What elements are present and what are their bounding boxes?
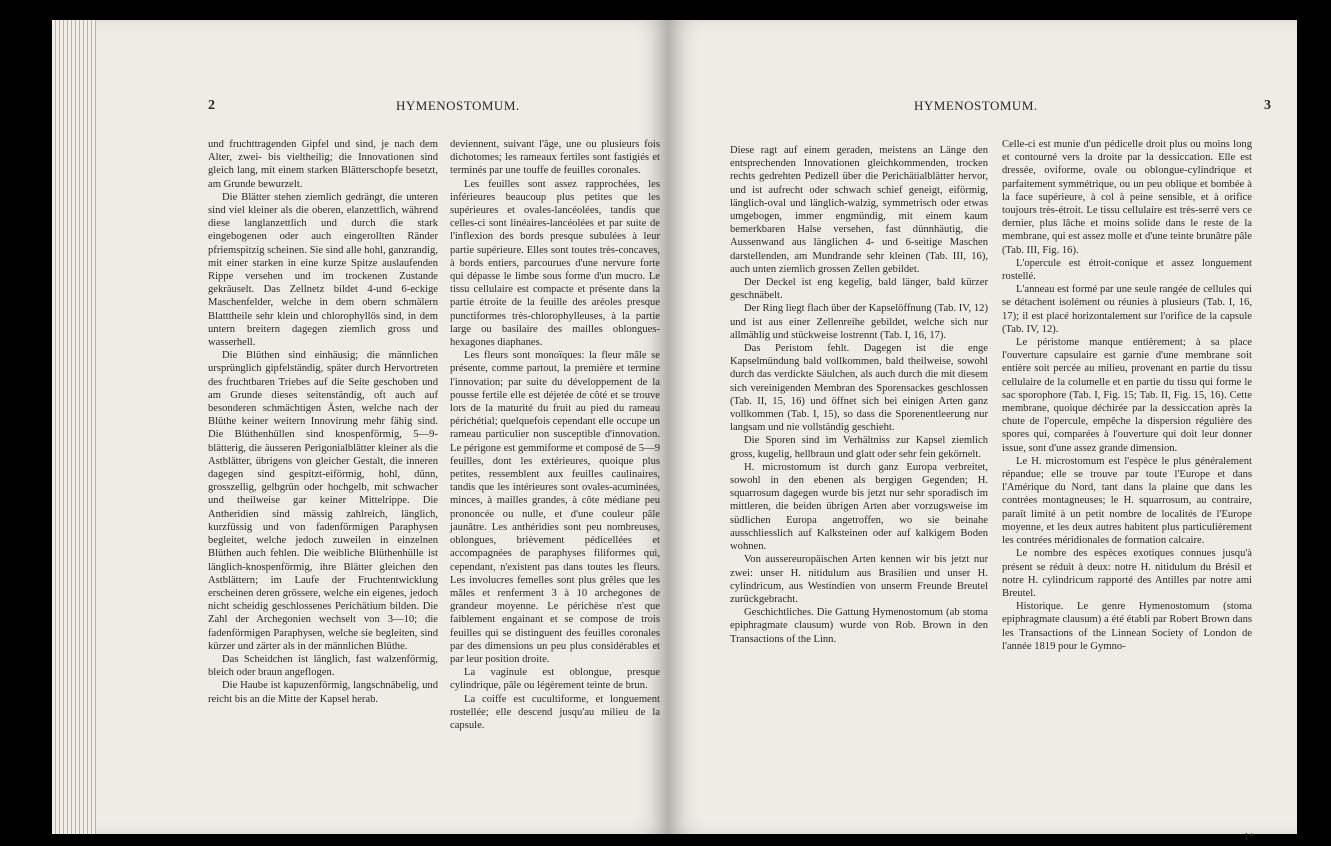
paragraph: Die Sporen sind im Verhältniss zur Kapsel ziemlich gross, kugelig, hellbraun und glatt oder sehr fein gekörnelt. [730,435,988,460]
paragraph: L'opercule est étroit-conique et assez longuement rostellé. [1002,257,1252,283]
paragraph: Les fleurs sont monoïques: la fleur mâle se présente, comme partout, la première et termine l'innovation; par suite du développement de la pousse fertile elle est déjetée de côté et se trouve lors de la maturité du fruit au pied du rameau périchétial; quelquefois cependant elle occupe un rameau particulier non susceptible d'innovation. Le périgone est gemmiforme et composé de 5—9 feuilles, dont les extérieures, quoique plus petites, ressemblent aux feuilles caulinaires, tandis que les intérieures sont ovales-acuminées, minces, à mailles grandes, à côte médiane peu prononcée ou nulle, et d'une couleur pâle jaunâtre. Les anthéridies sont peu nombreuses, oblongues, brièvement pédicellées et accompagnées de paraphyses filiformes qui, cependant, n'existent pas dans toutes les fleurs. Les involucres femelles sont plus grêles que les mâles et renferment 3 à 10 archegones de grandeur moyenne. Le périchèse n'est que faiblement engainant et se compose de trois feuilles qui se distinguent des feuilles coronales par des dimensions un peu plus considérables et par leur position droite. [450,350,660,665]
paragraph: und fruchttragenden Gipfel und sind, je nach dem Alter, zwei- bis vieltheilig; die Innovationen sind gleich lang, mit einem starken Blätterschopfe besetzt, am Grunde bewurzelt. [208,139,438,190]
french-column [1002,138,1252,653]
paragraph: La coiffe est cucultiforme, et longuement rostellée; elle descend jusqu'au milieu de la capsule. [450,693,660,731]
right-page [668,20,1297,843]
page-number: 2 [208,98,215,113]
paragraph: Le péristome manque entièrement; à sa place l'ouverture capsulaire est garnie d'une membrane soit entière soit percée au milieu, provenant en partie du tissu cellulaire de la columelle et en partie du tissu qui forme le sac sporophore (Tab. I, Fig. 15; Tab. II, Fig. 15, 16). Cette membrane, quoique déchirée par la dessiccation après la chute de l'opercule, empêche la dispersion régulière des spores qui, comparées à l'ouverture qui doit leur donner issue, sont d'une assez grande dimension. [1002,337,1252,454]
german-column [208,138,438,706]
german-column [730,144,988,646]
paragraph: Diese ragt auf einem geraden, meistens an Länge den entsprechenden Innovationen gleichkommenden, trocken rechts gedrehten Pedizell über die Perichätialblätter hervor, und ist aufrecht oder schwach schief geneigt, eiförmig, länglich-oval und länglich-walzig, symmetrisch oder etwas umgebogen, immer engmündig, mit einem kaum bemerkbaren Halse versehen, fast dünnhäutig, die Aussenwand aus länglichen 4- und 6-seitige Maschen darstellenden, am Mundrande sehr kleinen (Tab. III, 16), auch unten ziemlich grossen Zellen gebildet. [730,145,988,275]
paragraph: Le H. microstomum est l'espèce le plus généralement répandue; elle se trouve par toute l'Europe et dans l'Amérique du Nord, tant dans la plaine que dans les contrées montagneuses; le H. squarrosum, au contraire, paraît limité à un petit nombre de localités de l'Europe moyenne, et les deux autres habitent plus particulièrement les contrées méridionales de formation calcaire. [1002,455,1252,547]
left-page [96,20,668,834]
paragraph: deviennent, suivant l'âge, une ou plusieurs fois dichotomes; les rameaux fertiles sont fastigiés et terminés par une touffe de feuilles coronales. [450,139,660,177]
paragraph: Der Ring liegt flach über der Kapselöffnung (Tab. IV, 12) und ist aus einer Zellenreihe gebildet, welche sich nur allmählig und stückweise lostrennt (Tab. I, 16, 17). [730,303,988,341]
signature-mark: 1* [1244,832,1254,843]
paragraph: Historique. Le genre Hymenostomum (stoma epiphragmate clausum) a été établi par Robert Brown dans les Transactions of the Linnean Society of London de l'année 1819 pour le Gymno- [1002,601,1252,652]
paragraph: Die Blätter stehen ziemlich gedrängt, die unteren sind viel kleiner als die oberen, elanzettlich, während diese langlanzettlich und durch die stark eingebogenen oder auch eingerollten Ränder pfriemspitzig scheinen. Sie sind alle hohl, ganzrandig, mit einer starken in eine kurze Spitze auslaufenden Rippe versehen und im trockenen Zustande gekräuselt. Das Zellnetz bildet 4-und 6-eckige Maschenfelder, welche in dem obern schmälern Blatttheile sehr klein und chlorophyllös sind, in dem untern breitern dagegen ziemlich gross und wasserhell. [208,191,438,349]
french-column [450,138,660,732]
paragraph: H. microstomum ist durch ganz Europa verbreitet, sowohl in den ebenen als bergigen Gegenden; H. squarrosum dagegen wurde bis jetzt nur sehr sporadisch im mittleren, die beiden übrigen Arten aber vorzugsweise im südlichen Europa angetroffen, wo sie beinahe ausschliesslich auf Kalksteinen oder auf kalkigem Boden wohnen. [730,461,988,553]
page-number: 3 [1264,98,1271,113]
paragraph: Der Deckel ist eng kegelig, bald länger, bald kürzer geschnäbelt. [730,277,988,302]
paragraph: Das Scheidchen ist länglich, fast walzenförmig, bleich oder braun angeflogen. [208,653,438,679]
running-head: HYMENOSTOMUM. [914,98,1038,113]
paragraph: Les feuilles sont assez rapprochées, les inférieures beaucoup plus petites que les supérieures et ovales-lancéolées, tandis que celles-ci sont linéaires-lancéolées et par suite de l'inflexion des bords presque subulées à leur partie supérieure. Elles sont toutes très-concaves, à bords entiers, parcourues d'une nervure forte qui dépasse le limbe sous forme d'un mucro. Le tissu cellulaire est compacte et présente dans la partie étroite de la feuille des aréoles presque punctiformes très-chlorophylleuses, à la partie large ou basilaire des mailles oblongues-hexagones diaphanes. [450,178,660,349]
paragraph: Das Peristom fehlt. Dagegen ist die enge Kapselmündung bald vollkommen, bald theilweise, sowohl durch das verdickte Säulchen, als auch durch die mit diesem sich vereinigenden Membran des Sporensackes geschlossen (Tab. II, 15, 16) und öffnet sich bei einigen Arten ganz vollkommen (Tab. I, 15), so dass die Sporenentleerung nur langsam und nie vollständig geschieht. [730,343,988,434]
paragraph: L'anneau est formé par une seule rangée de cellules qui se détachent isolément ou réunies à plusieurs (Tab. I, 16, 17); il est placé horizontalement sur l'orifice de la capsule (Tab. IV, 12). [1002,284,1252,335]
paragraph: Von aussereuropäischen Arten kennen wir bis jetzt nur zwei: unser H. nitidulum aus Brasilien und unser H. cylindricum, aus Westindien von unserm Freunde Breutel zurückgebracht. [730,554,988,605]
paragraph: La vaginule est oblongue, presque cylindrique, pâle ou légèrement teinte de brun. [450,667,660,692]
paragraph: Die Blüthen sind einhäusig; die männlichen ursprünglich gipfelständig, später durch Hervortreten des fruchtbaren Triebes auf die Seite geschoben und am Grunde dieses seitenständig, oft auch auf besonderen schmächtigen Ästen, welche nach der Blüthe keiner weitern Innovirung mehr fähig sind. Die Blüthenhüllen sind knospenförmig, 5—9-blätterig, die äusseren Perigonialblätter kleiner als die Astblätter, übrigens von gleicher Gestalt, die inneren dagegen sind gespitzt-eiförmig, hohl, dünn, grosszellig, gelbgrün oder hochgelb, mit schwacher und theilweise gar keiner Mittelrippe. Die Antheridien sind mässig zahlreich, länglich, kurzfüssig und von fadenförmigen Paraphysen begleitet, welche jedoch zuweilen in einzelnen Blüthen auch fehlen. Die weibliche Blüthenhülle ist länglich-knospenförmig, ihre Blätter gleichen den Astblättern; im Laufe der Fruchtentwicklung erscheinen deren grössere, welche ein eigenes, jedoch nicht scheidig geschlossenes Perichätium bilden. Die Zahl der Archegonien wechselt von 3—10; die fadenförmigen Paraphysen, welche sie begleiten, sind kürzer und zärter als in der männlichen Blüthe. [208,350,438,652]
paragraph: Le nombre des espèces exotiques connues jusqu'à présent se réduit à deux: notre H. nitidulum du Brésil et notre H. cylindricum rapporté des Antilles par notre ami Breutel. [1002,548,1252,599]
page-edges [52,20,96,834]
paragraph: Geschichtliches. Die Gattung Hymenostomum (ab stoma epiphragmate clausum) wurde von Rob. Brown in den Transactions of the Linn. [730,607,988,645]
paragraph: Celle-ci est munie d'un pédicelle droit plus ou moins long et contourné vers la droite par la dessiccation. Elle est dressée, oviforme, ovale ou oblongue-cylindrique et parfaitement symmétrique, ou un peu oblique et bombée à la face supérieure, à col à peine sensible, et à orifice toujours très-étroit. Le tissu cellulaire est très-serré vers ce dernier, plus lâche et moins solide dans le reste de la membrane, qui est assez molle et d'une teinte brunâtre pâle (Tab. III, Fig. 16). [1002,139,1252,256]
running-head: HYMENOSTOMUM. [396,98,520,113]
paragraph: Die Haube ist kapuzenförmig, langschnäbelig, und reicht bis an die Mitte der Kapsel herab. [208,680,438,705]
